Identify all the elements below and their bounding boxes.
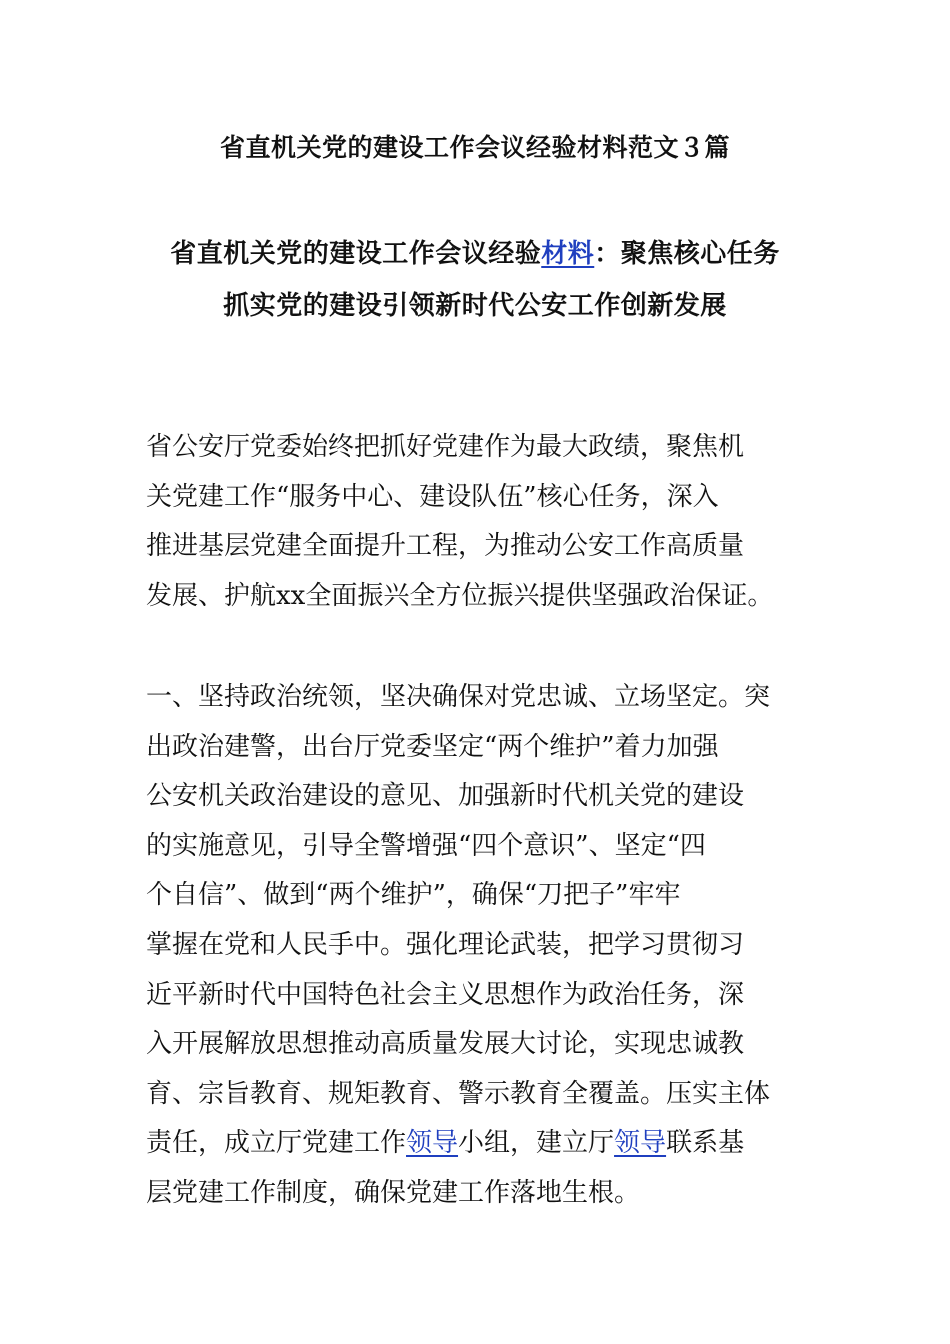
materials-link[interactable]: 材料 xyxy=(541,239,595,269)
paragraph-line: 推进基层党建全面提升工程，为推动公安工作高质量 xyxy=(146,531,745,562)
line-text: 小组，建立厅 xyxy=(458,1128,615,1159)
subtitle-text-after-link: ：聚焦核心任务 xyxy=(594,239,780,269)
paragraph-line: 层党建工作制度，确保党建工作落地生根。 xyxy=(146,1177,641,1208)
paragraph-line: 发展、护航xx全面振兴全方位振兴提供坚强政治保证。 xyxy=(146,580,774,611)
paragraph-line: 近平新时代中国特色社会主义思想作为政治任务，深 xyxy=(146,979,745,1010)
paragraph-line: 入开展解放思想推动高质量发展大讨论，实现忠诚教 xyxy=(146,1029,745,1060)
paragraph-line-with-links xyxy=(146,1119,826,1169)
paragraph-section-one xyxy=(146,673,826,1219)
document-title: 省直机关党的建设工作会议经验材料范文３篇 xyxy=(219,133,730,162)
paragraph-line: 出政治建警，出台厅党委坚定“两个维护”着力加强 xyxy=(146,731,719,762)
subtitle-line-1 xyxy=(100,228,850,280)
paragraph-line: 个自信”、做到“两个维护”，确保“刀把子”牢牢 xyxy=(146,880,681,911)
line-text: 联系基 xyxy=(666,1128,745,1159)
paragraph-line: 育、宗旨教育、规矩教育、警示教育全覆盖。压实主体 xyxy=(146,1078,771,1109)
paragraph-line: 的实施意见，引导全警增强“四个意识”、坚定“四 xyxy=(146,830,706,861)
paragraph-line: 公安机关政治建设的意见、加强新时代机关党的建设 xyxy=(146,781,745,812)
line-text: 责任，成立厅党建工作 xyxy=(146,1128,407,1159)
paragraph-intro xyxy=(146,423,826,621)
paragraph-line: 一、坚持政治统领，坚决确保对党忠诚、立场坚定。突 xyxy=(146,682,771,712)
paragraph-line: 省公安厅党委始终把抓好党建作为最大政绩，聚焦机 xyxy=(146,432,745,462)
paragraph-line: 关党建工作“服务中心、建设队伍”核心任务，深入 xyxy=(146,481,719,512)
subtitle-text-before-link: 省直机关党的建设工作会议经验 xyxy=(170,239,542,269)
paragraph-line: 掌握在党和人民手中。强化理论武装，把学习贯彻习 xyxy=(146,929,745,960)
subtitle-line-2: 抓实党的建设引领新时代公安工作创新发展 xyxy=(223,291,727,321)
leadership-link-1[interactable]: 领导 xyxy=(406,1128,459,1159)
leadership-link-2[interactable]: 领导 xyxy=(614,1128,667,1159)
document-subtitle xyxy=(100,228,850,332)
